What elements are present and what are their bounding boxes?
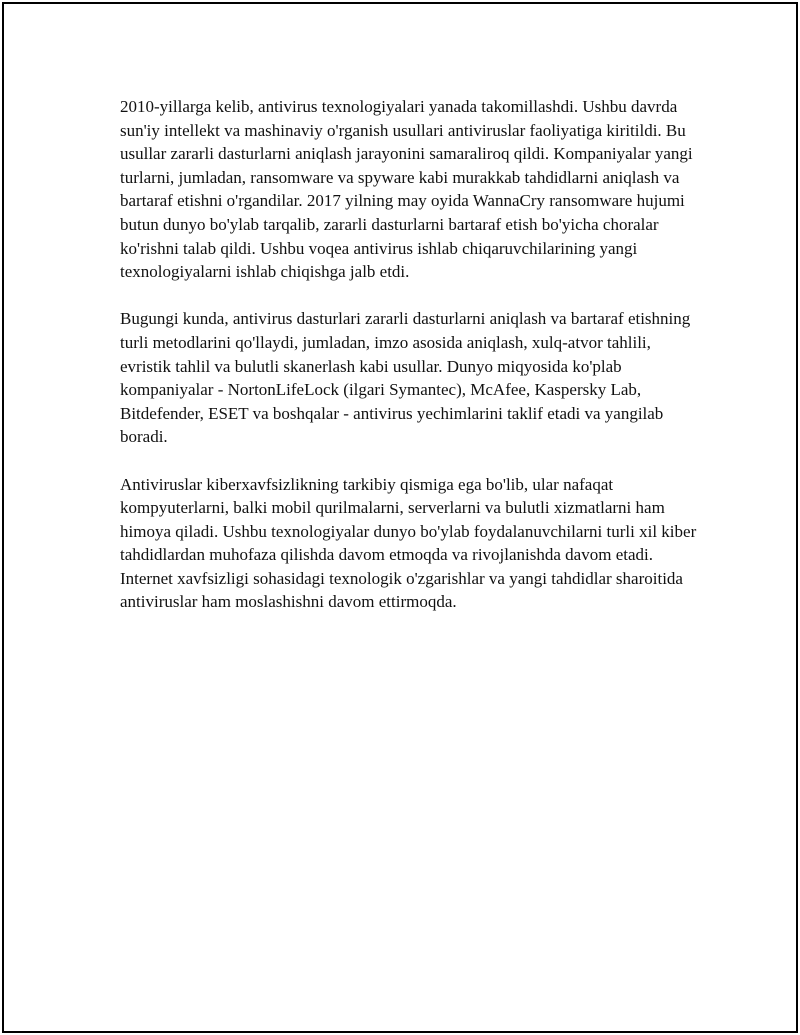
paragraph-1: 2010-yillarga kelib, antivirus texnologiyalari yanada takomillashdi. Ushbu davrda sun'iy intellekt va mashinaviy o'rganish usullari antiviruslar faoliyatiga kiritildi. Bu usullar zararli dasturlarni aniqlash jarayonini samaraliroq qildi. Kompaniyalar yangi turlarni, jumladan, ransomware va spyware kabi murakkab tahdidlarni aniqlash va bartaraf etishni o'rgandilar. 2017 yilning may oyida WannaCry ransomware hujumi butun dunyo bo'ylab tarqalib, zararli dasturlarni bartaraf etish bo'yicha choralar ko'rishni talab qildi. Ushbu voqea antivirus ishlab chiqaruvchilarining yangi texnologiyalarni ishlab chiqishga jalb etdi. bbox=[120, 97, 693, 282]
document-body bbox=[120, 95, 700, 638]
document-page bbox=[2, 2, 798, 1033]
paragraph-2: Bugungi kunda, antivirus dasturlari zararli dasturlarni aniqlash va bartaraf etishning turli metodlarini qo'llaydi, jumladan, imzo asosida aniqlash, xulq-atvor tahlili, evristik tahlil va bulutli skanerlash kabi usullar. Dunyo miqyosida ko'plab kompaniyalar - NortonLifeLock (ilgari Symantec), McAfee, Kaspersky Lab, Bitdefender, ESET va boshqalar - antivirus yechimlarini taklif etadi va yangilab boradi. bbox=[120, 309, 691, 447]
paragraph-3: Antiviruslar kiberxavfsizlikning tarkibiy qismiga ega bo'lib, ular nafaqat kompyuterlarni, balki mobil qurilmalarni, serverlarni va bulutli xizmatlarni ham himoya qiladi. Ushbu texnologiyalar dunyo bo'ylab foydalanuvchilarni turli xil kiber tahdidlardan muhofaza qilishda davom etmoqda va rivojlanishda davom etadi. Internet xavfsizligi sohasidagi texnologik o'zgarishlar va yangi tahdidlar sharoitida antiviruslar ham moslashishni davom ettirmoqda. bbox=[120, 474, 697, 612]
